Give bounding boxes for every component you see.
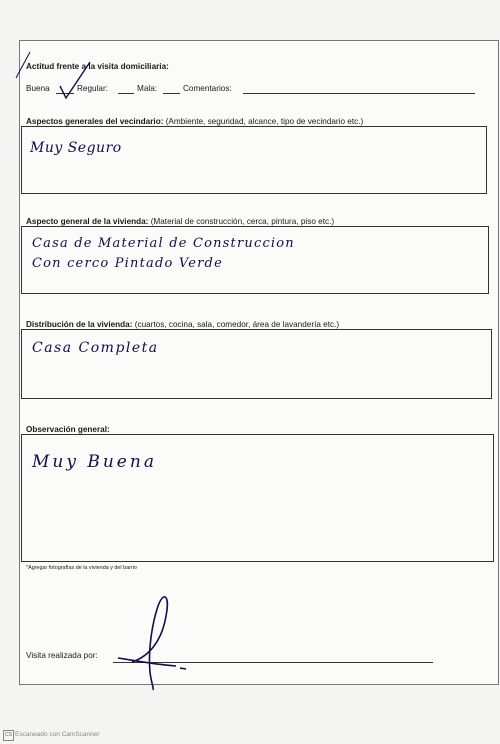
- label-regular: Regular:: [77, 84, 108, 93]
- signature-icon: [118, 597, 186, 690]
- housing-handwritten-line1: Casa de Material de Construccion: [32, 236, 295, 251]
- label-comentarios: Comentarios:: [183, 84, 232, 93]
- label-mala: Mala:: [137, 84, 158, 93]
- housing-note: (Material de construcción, cerca, pintura, piso etc.): [150, 217, 335, 226]
- neighborhood-note: (Ambiente, seguridad, alcance, tipo de vecindario etc.): [165, 117, 364, 126]
- check-mark-icon: [60, 62, 90, 98]
- neighborhood-title: Aspectos generales del vecindario:: [26, 117, 164, 126]
- housing-title: Aspecto general de la vivienda:: [26, 217, 149, 226]
- attitude-title: Actitud frente a la visita domiciliaria:: [26, 62, 169, 71]
- distribution-title: Distribución de la vivienda:: [26, 320, 133, 329]
- slash-mark-icon: [16, 52, 30, 78]
- observation-handwritten: Muy Buena: [32, 452, 157, 472]
- photo-footnote: *Agregar fotografías de la vivienda y del barrio: [26, 565, 137, 571]
- housing-handwritten-line2: Con cerco Pintado Verde: [32, 256, 223, 271]
- observation-title: Observación general:: [26, 425, 110, 434]
- visit-label: Visita realizada por:: [26, 651, 98, 660]
- neighborhood-handwritten: Muy Seguro: [30, 140, 122, 156]
- label-buena: Buena: [26, 84, 50, 93]
- distribution-handwritten: Casa Completa: [32, 340, 159, 356]
- camscanner-text: Escaneado con CamScanner: [15, 731, 100, 738]
- camscanner-logo-icon: CS: [3, 730, 14, 741]
- distribution-note: (cuartos, cocina, sala, comedor, área de lavandería etc.): [134, 320, 340, 329]
